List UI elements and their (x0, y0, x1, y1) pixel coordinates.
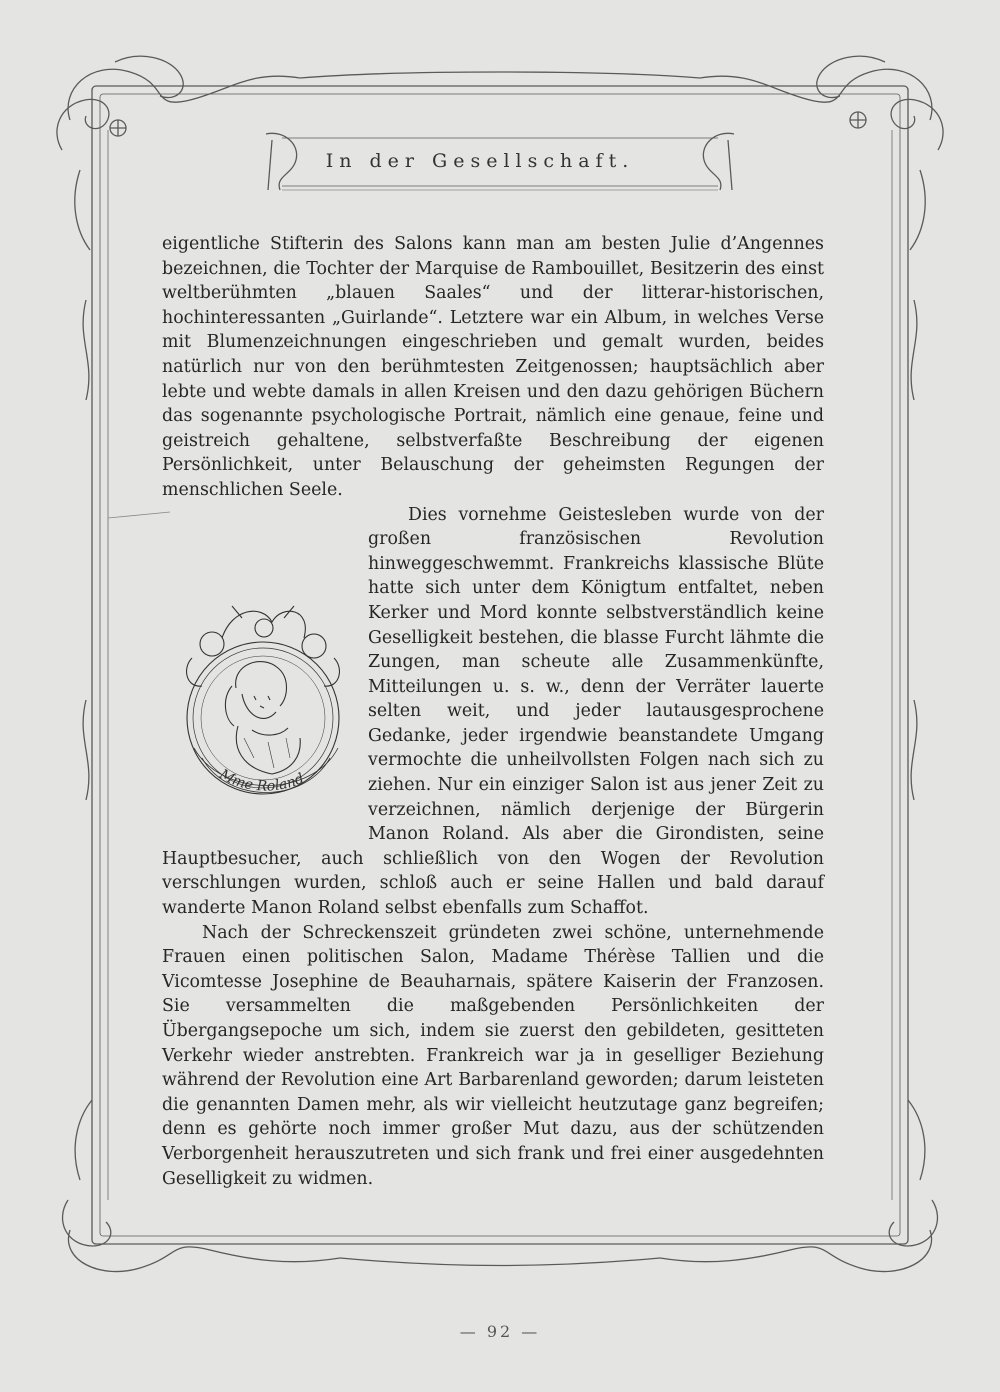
paragraph: Dies vornehme Geistesleben wurde von der großen französischen Revolution hinweggeschwemmt. Frankreichs klassische Blüte hatte sich unter dem Königtum entfaltet, neben Kerker und Mord konnte selbstverständlich keine Geselligkeit bestehen, die blasse Furcht lähmte die Zungen, man scheute alle Zusammenkünfte, Mitteilungen u. s. w., denn der Verräter lauerte selten weit, und jeder lautausgesprochene Gedanke, jeder irgendwie beanstandete Umgang vermochte die unheilvollsten Folgen nach sich zu ziehen. Nur ein einziger Salon ist aus jener Zeit zu verzeichnen, nämlich derjenige der Bürgerin Manon Roland. Als aber die Girondisten, seine Hauptbesucher, auch schließlich von den Wogen der Revolution verschlungen wurden, schloß auch er seine Hallen und bald darauf wanderte Manon Roland selbst ebenfalls zum Schaffot. (162, 504, 824, 919)
running-header: In der Gesellschaft. (325, 150, 635, 172)
paragraph: eigentliche Stifterin des Salons kann man am besten Julie d’Angennes bezeichnen, die Tochter der Marquise de Rambouillet, Besitzerin des einst weltberühmten „blauen Saales“ und der litterar-historischen, hochinteressanten „Guirlande“. Letztere war ein Album, in welches Verse mit Blumenzeichnungen eingeschrieben und gemalt wurden, beides natürlich nur von den berühmtesten Zeitgenossen; hauptsächlich aber lebte und webte damals in allen Kreisen und den dazu gehörigen Büchern das sogenannte psychologische Portrait, nämlich eine genaue, feine und geistreich gehaltene, selbstverfaßte Beschreibung der eigenen Persönlichkeit, unter Belauschung der geheimsten Regungen der menschlichen Seele. (162, 234, 824, 500)
portrait-medallion (172, 598, 354, 806)
portrait-caption: Mme Roland (216, 766, 307, 795)
paragraph: Nach der Schreckenszeit gründeten zwei schöne, unternehmende Frauen einen politischen Salon, Madame Thérèse Tallien und die Vicomtesse Josephine de Beauharnais, spätere Kaiserin der Franzosen. Sie versammelten die maßgebenden Persönlichkeiten der Übergangsepoche um sich, indem sie zuerst den gebildeten, gesitteten Verkehr wieder anstrebten. Frankreich war ja in geselliger Beziehung während der Revolution eine Art Barbarenland geworden; darum leisteten die genannten Damen mehr, als wir vielleicht heutzutage ganz begreifen; denn es gehörte noch immer großer Mut dazu, aus der schützenden Verborgenheit herauszutreten und sich frank und frei einer ausgedehnten Geselligkeit zu widmen. (162, 922, 824, 1189)
page-number: — 92 — (459, 1322, 541, 1341)
figure-spacer (162, 503, 368, 599)
